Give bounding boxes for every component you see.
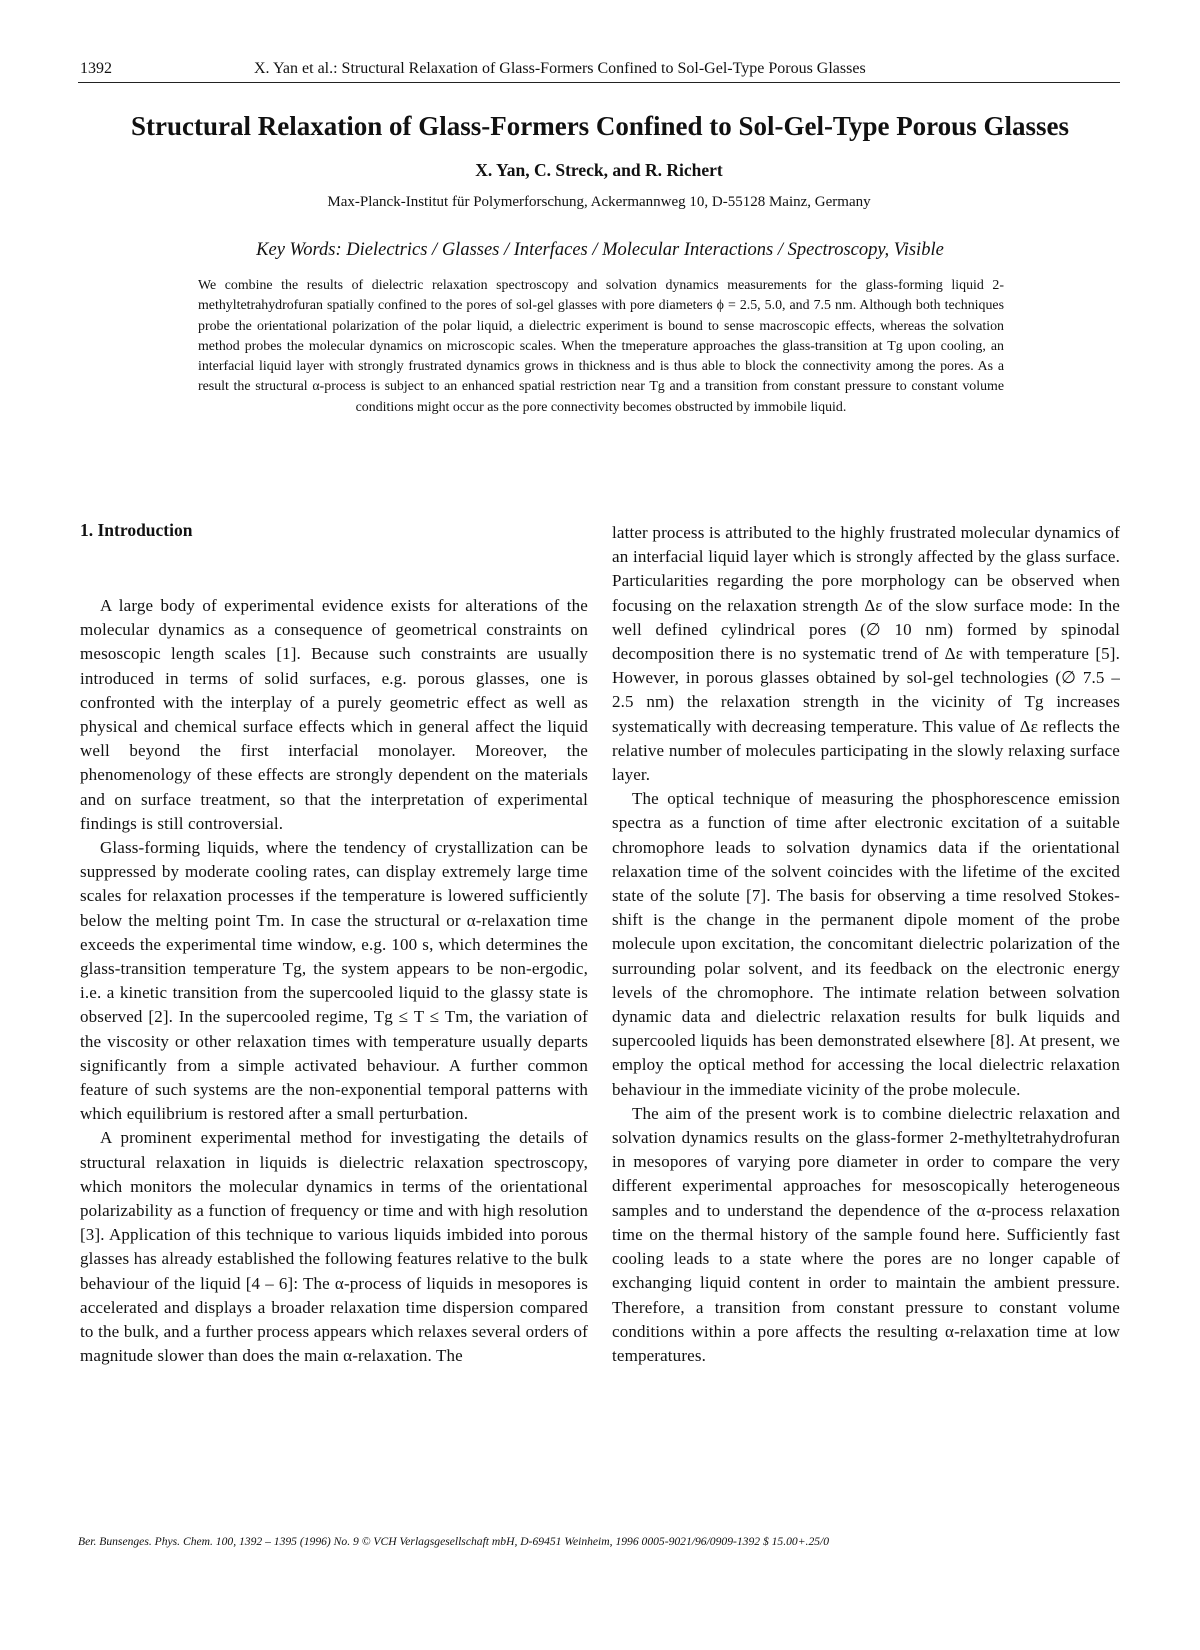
article-title: Structural Relaxation of Glass-Formers Confined to Sol-Gel-Type Porous Glasses bbox=[131, 111, 1069, 141]
paragraph: The aim of the present work is to combine dielectric relaxation and solvation dynamics results on the glass-former 2-methyltetrahydrofuran in mesopores of varying pore diameter in order to compare the very different experimental approaches for mesoscopically heterogeneous samples and to understand the dependence of the α-process relaxation time on the thermal history of the sample found here. Sufficiently fast cooling leads to a state where the pores are no longer capable of exchanging liquid content in order to maintain the ambient pressure. Therefore, a transition from constant pressure to constant volume conditions within a pore affects the resulting α-relaxation time at low temperatures. bbox=[612, 1103, 1120, 1365]
paragraph: A large body of experimental evidence exists for alterations of the molecular dynamics as a consequence of geometrical constraints on mesoscopic length scales [1]. Because such constraints are usually introduced in terms of solid surfaces, e.g. porous glasses, one is confronted with the interplay of a purely geometric effect as well as physical and chemical surface effects which in general affect the liquid well beyond the first interfacial monolayer. Moreover, the phenomenology of these effects are strongly dependent on the materials and on surface treatment, so that the interpretation of experimental findings is still controversial. bbox=[80, 596, 588, 833]
authors: X. Yan, C. Streck, and R. Richert bbox=[475, 160, 723, 180]
page-header bbox=[78, 58, 1120, 83]
paragraph: Glass-forming liquids, where the tendency of crystallization can be suppressed by moderate cooling rates, can display extremely large time scales for relaxation processes if the temperature is lowered sufficiently below the melting point Tm. In case the structural or α-relaxation time exceeds the experimental time window, e.g. 100 s, which determines the glass-transition temperature Tg, the system appears to be non-ergodic, i.e. a kinetic transition from the supercooled liquid to the glassy state is observed [2]. In the supercooled regime, Tg ≤ T ≤ Tm, the variation of the viscosity or other relaxation times with temperature usually departs significantly from a simple activated behaviour. A further common feature of such systems are the non-exponential temporal patterns with which equilibrium is restored after a small perturbation. bbox=[80, 838, 588, 1124]
affiliation: Max-Planck-Institut für Polymerforschung, Ackermannweg 10, D-55128 Mainz, Germany bbox=[327, 194, 871, 210]
running-title: X. Yan et al.: Structural Relaxation of Glass-Formers Confined to Sol-Gel-Type Porous Glasses bbox=[254, 60, 866, 77]
left-column bbox=[80, 594, 588, 1369]
journal-footer: Ber. Bunsenges. Phys. Chem. 100, 1392 – 1395 (1996) No. 9 © VCH Verlagsgesellschaft mbH, D-69451 Weinheim, 1996 0005-9021/96/0909-1392 $ 15.00+.25/0 bbox=[78, 1535, 830, 1548]
right-column bbox=[612, 521, 1120, 1368]
paragraph: A prominent experimental method for investigating the details of structural relaxation in liquids is dielectric relaxation spectroscopy, which monitors the molecular dynamics in terms of the orientational polarizability as a function of frequency or time and with high resolution [3]. Application of this technique to various liquids imbided into porous glasses has already established the following features relative to the bulk behaviour of the liquid [4 – 6]: The α-process of liquids in mesopores is accelerated and displays a broader relaxation time dispersion compared to the bulk, and a further process appears which relaxes several orders of magnitude slower than does the main α-relaxation. The bbox=[80, 1128, 588, 1366]
abstract bbox=[198, 276, 1004, 418]
keywords: Key Words: Dielectrics / Glasses / Interfaces / Molecular Interactions / Spectroscopy, Visible bbox=[256, 240, 944, 260]
section-heading: 1. Introduction bbox=[80, 520, 193, 540]
page-number: 1392 bbox=[80, 60, 112, 77]
paragraph: latter process is attributed to the highly frustrated molecular dynamics of an interfacial liquid layer which is strongly affected by the glass surface. Particularities regarding the pore morphology can be observed when focusing on the relaxation strength Δε of the slow surface mode: In the well defined cylindrical pores (∅ 10 nm) formed by spinodal decomposition there is no systematic trend of Δε with temperature [5]. However, in porous glasses obtained by sol-gel technologies (∅ 7.5 – 2.5 nm) the relaxation strength in the vicinity of Tg increases systematically with decreasing temperature. This value of Δε reflects the relative number of molecules participating in the slowly relaxing surface layer. bbox=[612, 523, 1120, 785]
paragraph: The optical technique of measuring the phosphorescence emission spectra as a function of time after electronic excitation of a suitable chromophore leads to solvation dynamics data if the orientational relaxation time of the solvent coincides with the lifetime of the excited state of the solute [7]. The basis for observing a time resolved Stokes-shift is the change in the permanent dipole moment of the probe molecule upon excitation, the concomitant dielectric polarization of the surrounding polar solvent, and its feedback on the electronic energy levels of the chromophore. The intimate relation between solvation dynamic data and dielectric relaxation results for bulk liquids and supercooled liquids has been demonstrated elsewhere [8]. At present, we employ the optical method for accessing the local dielectric relaxation behaviour in the immediate vicinity of the probe molecule. bbox=[612, 789, 1120, 1099]
abstract-text: We combine the results of dielectric relaxation spectroscopy and solvation dynamics measurements for the glass-forming liquid 2-methyltetrahydrofuran spatially confined to the pores of sol-gel glasses with pore diameters ϕ = 2.5, 5.0, and 7.5 nm. Although both techniques probe the orientational polarization of the polar liquid, a dielectric experiment is bound to sense macroscopic effects, whereas the solvation method probes the molecular dynamics on microscopic scales. When the tmeperature approaches the glass-transition at Tg upon cooling, an interfacial liquid layer with strongly frustrated dynamics grows in thickness and is thus able to block the connectivity among the pores. As a result the structural α-process is subject to an enhanced spatial restriction near Tg and a transition from constant pressure to constant volume conditions might occur as the pore connectivity becomes obstructed by immobile liquid. bbox=[198, 278, 1004, 415]
